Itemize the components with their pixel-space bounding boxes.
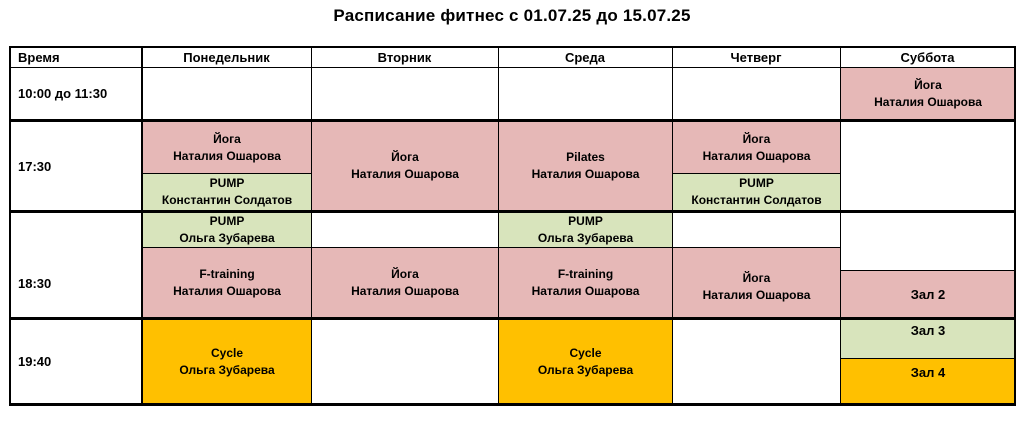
class-name: Cycle: [569, 345, 602, 360]
class-cell-tue-1730: [312, 122, 498, 210]
col-divider-1: [141, 46, 143, 406]
class-cell-mon-1830a: [143, 213, 311, 247]
table-bottom-border: [10, 403, 1016, 406]
class-cell-mon-1730a: [143, 122, 311, 173]
header-saturday: Суббота: [900, 50, 955, 65]
class-trainer: Ольга Зубарева: [179, 231, 275, 245]
hall-label: Зал 4: [910, 365, 946, 380]
class-cell-wed-1830a: [499, 213, 672, 247]
header-bottom-border: [10, 67, 1016, 68]
class-cell-wed-1940: [499, 320, 672, 403]
class-cell-wed-1830b: [499, 248, 672, 317]
class-name: Йога: [213, 131, 241, 146]
table-left-border: [9, 46, 11, 406]
class-trainer: Наталия Ошарова: [702, 287, 811, 302]
class-name: Cycle: [210, 345, 244, 360]
class-cell-sat-1000: [841, 68, 1015, 119]
header-monday: Понедельник: [183, 50, 270, 65]
hall-3-cell: [841, 320, 1015, 358]
class-trainer: Ольга Зубарева: [537, 231, 634, 245]
subdivider-thu-1730: [672, 173, 841, 174]
class-cell-tue-1830: [312, 248, 498, 317]
class-name: PUMP: [739, 176, 774, 190]
subdivider-mon-1730: [142, 173, 312, 174]
class-trainer: Константин Солдатов: [161, 193, 293, 207]
class-name: PUMP: [568, 214, 603, 228]
time-cell-1830: 18:30: [18, 275, 52, 291]
class-name: Йога: [914, 77, 942, 92]
table-right-border: [1014, 46, 1016, 406]
class-trainer: Константин Солдатов: [691, 193, 822, 207]
class-name: F-training: [557, 266, 614, 281]
hall-2-cell: [841, 271, 1015, 317]
class-cell-thu-1830: [673, 248, 840, 317]
class-trainer: Наталия Ошарова: [531, 283, 640, 298]
class-name: PUMP: [209, 176, 245, 190]
class-trainer: Наталия Ошарова: [173, 283, 281, 298]
class-name: F-training: [199, 266, 255, 281]
class-cell-mon-1940: [143, 320, 311, 403]
header-time: Время: [18, 50, 60, 65]
page-title: Расписание фитнес с 01.07.25 до 15.07.25: [333, 6, 691, 25]
header-wednesday: Среда: [564, 50, 606, 65]
table-top-border: [10, 46, 1016, 48]
class-cell-mon-1730b: [143, 174, 311, 210]
class-name: PUMP: [209, 214, 245, 228]
class-trainer: Наталия Ошарова: [351, 167, 459, 181]
time-cell-1730: 17:30: [18, 158, 52, 174]
class-cell-thu-1730b: [673, 174, 840, 210]
time-cell-1000: 10:00 до 11:30: [18, 86, 108, 101]
row-divider-3: [10, 317, 1016, 320]
class-trainer: Ольга Зубарева: [537, 362, 634, 377]
hall-label: Зал 3: [910, 323, 946, 338]
class-trainer: Наталия Ошарова: [351, 283, 459, 298]
col-divider-2: [311, 46, 312, 406]
class-cell-thu-1730a: [673, 122, 840, 173]
col-divider-5: [840, 46, 841, 406]
class-name: Йога: [742, 131, 771, 146]
class-name: Йога: [391, 266, 419, 281]
row-divider-2: [10, 210, 1016, 213]
row-divider-1: [10, 119, 1016, 122]
time-cell-1940: 19:40: [18, 354, 52, 369]
header-thursday: Четверг: [730, 50, 782, 65]
class-cell-wed-1730: [499, 122, 672, 210]
subdivider-sat-1940: [840, 358, 1016, 359]
header-tuesday: Вторник: [377, 50, 432, 65]
subdivider-1830: [142, 247, 841, 248]
hall-label: Зал 2: [910, 286, 946, 302]
class-cell-mon-1830b: [143, 248, 311, 317]
class-name: Йога: [391, 150, 419, 164]
subdivider-sat-1830: [840, 270, 1016, 271]
col-divider-3: [498, 46, 499, 406]
class-trainer: Наталия Ошарова: [702, 148, 811, 163]
col-divider-4: [672, 46, 673, 406]
class-trainer: Ольга Зубарева: [179, 362, 275, 377]
class-trainer: Наталия Ошарова: [173, 148, 281, 163]
class-name: Йога: [742, 270, 771, 285]
hall-4-cell: [841, 359, 1015, 403]
class-name: Pilates: [566, 150, 605, 164]
class-trainer: Наталия Ошарова: [531, 167, 640, 181]
class-trainer: Наталия Ошарова: [874, 94, 982, 109]
